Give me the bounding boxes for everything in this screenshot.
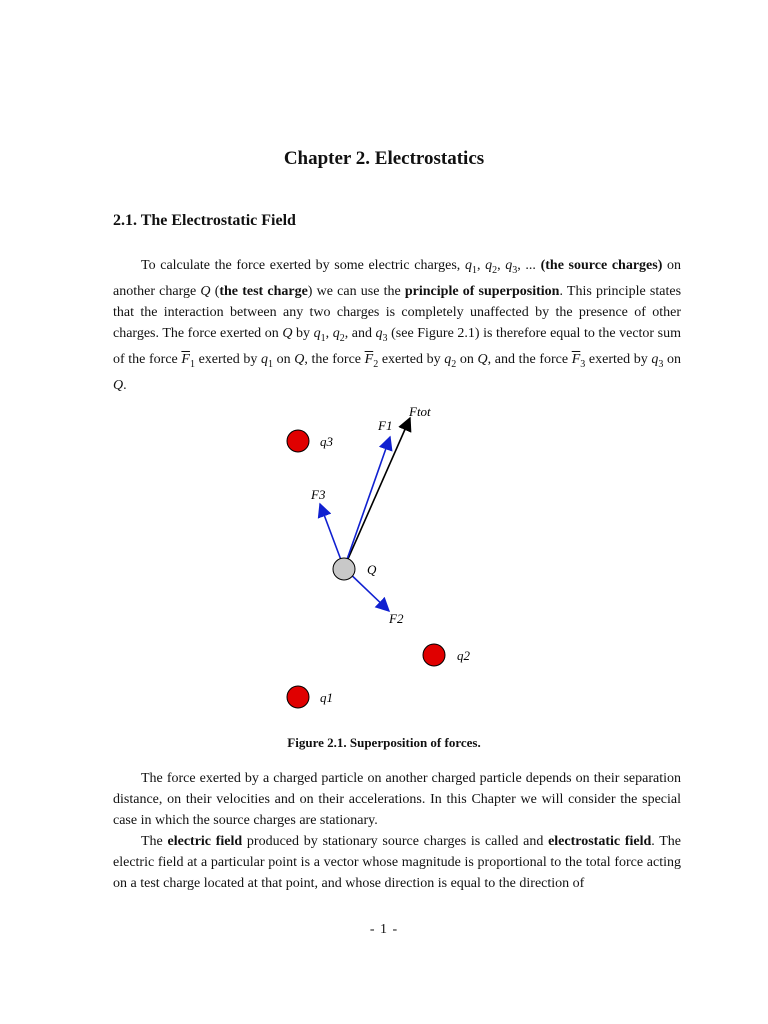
figure-caption: Figure 2.1. Superposition of forces. xyxy=(287,735,481,750)
symbol-Q: Q xyxy=(282,326,293,342)
symbol-Q: Q xyxy=(477,352,488,368)
subscript: 1 xyxy=(471,264,477,276)
text-run: (see Figure 2.1) is therefore equal to the vector sum of the force xyxy=(113,326,682,368)
source-charge-q2 xyxy=(423,644,445,666)
text-run: , ... xyxy=(517,258,541,273)
symbol-q2: q xyxy=(332,326,340,342)
subscript: 2 xyxy=(492,264,498,276)
page-number: - 1 - xyxy=(369,922,399,937)
text-run: , and the force xyxy=(487,352,572,368)
subscript: 2 xyxy=(451,359,457,371)
label-f1: F1 xyxy=(378,418,393,433)
text-run: on xyxy=(663,352,681,368)
subscript: 3 xyxy=(580,359,586,371)
subscript: 2 xyxy=(339,333,345,345)
text-run: , the force xyxy=(304,352,365,368)
text-run: To calculate the force exerted by some electric charges, xyxy=(141,258,465,273)
subscript: 3 xyxy=(658,359,664,371)
text-run: produced by stationary source charges is called and xyxy=(242,834,549,849)
term-electrostatic-field: electrostatic field xyxy=(548,834,652,849)
symbol-Q: Q xyxy=(113,378,124,394)
source-charge-q1 xyxy=(287,686,309,708)
text-run: by xyxy=(292,326,314,342)
paragraph-superposition-intro: To calculate the force exerted by some electric charges, $q_1$, $q_2$, $q_3$, ... (the source charges) on another charge Q (the test charge) we can use the principle of superposition. This principle states that the interaction between any two charges is completely unaffected by the presence of other charges. The force exerted on Q by $q_1$, $q_2$, and $q_3$ (see Figure 2.1) is therefore equal to the vector sum of the force $\overline{F}_1$ exerted by $q_1$ on Q, the force $\overline{F}_2$ exerted by $q_2$ on Q, and the force $\overline{F}_3$ exerted by $q_3$ on Q. xyxy=(113,258,682,394)
text-run: . This principle states that the interaction between any two charges is completely unaffected by the presence of other charges. The force exerted on xyxy=(113,284,682,342)
symbol-q2: q xyxy=(444,352,452,368)
term-principle-of-superposition: principle of superposition xyxy=(404,284,560,299)
label-ftot: Ftot xyxy=(409,404,431,419)
symbol-q2: q xyxy=(485,258,493,273)
label-f3: F3 xyxy=(311,487,326,502)
text-run: The xyxy=(141,834,168,849)
paragraph-force-dependence xyxy=(113,768,681,832)
text-run: . xyxy=(123,378,127,394)
symbol-F3: $\overline{F}$ xyxy=(571,352,581,368)
text-run: exerted by xyxy=(194,352,262,368)
term-test-charge: the test charge xyxy=(219,284,308,299)
test-charge-Q xyxy=(333,558,355,580)
symbol-Q: Q xyxy=(200,284,211,299)
text-run: The force exerted by a charged particle on another charged particle depends on their separation distance, on their velocities and on their accelerations. In this Chapter we will consider the special case in which the source charges are stationary. xyxy=(113,771,681,829)
label-q: Q xyxy=(367,562,377,577)
subscript: 1 xyxy=(268,359,274,371)
label-q3: q3 xyxy=(320,434,333,449)
label-f2: F2 xyxy=(389,611,404,626)
text-run: on xyxy=(273,352,295,368)
section-title: 2.1. The Electrostatic Field xyxy=(113,212,296,229)
text-run: on xyxy=(456,352,478,368)
subscript: 2 xyxy=(373,359,379,371)
subscript: 3 xyxy=(512,264,518,276)
symbol-q1: q xyxy=(261,352,269,368)
symbol-F2: $\overline{F}$ xyxy=(364,352,374,368)
superposition-figure xyxy=(0,395,768,725)
text-run: exerted by xyxy=(378,352,445,368)
symbol-q3: q xyxy=(505,258,513,273)
symbol-F1: $\overline{F}$ xyxy=(181,352,190,368)
label-q1: q1 xyxy=(320,690,333,705)
label-q2: q2 xyxy=(457,648,470,663)
text-run: on another charge xyxy=(113,258,682,299)
term-source-charges: (the source charges) xyxy=(540,258,663,273)
force-vector-f1 xyxy=(344,437,390,568)
subscript: 3 xyxy=(382,333,388,345)
subscript: 1 xyxy=(189,359,195,371)
symbol-Q: Q xyxy=(294,352,305,368)
term-electric-field: electric field xyxy=(167,834,243,849)
text-run: , and xyxy=(344,326,376,342)
symbol-q1: q xyxy=(313,326,321,342)
paragraph-electric-field xyxy=(113,831,681,895)
subscript: 1 xyxy=(320,333,326,345)
symbol-q3: q xyxy=(651,352,659,368)
text-run: ( xyxy=(210,284,220,299)
force-vector-ftot xyxy=(344,418,410,568)
text-run: ) we can use the xyxy=(307,284,405,299)
chapter-title: Chapter 2. Electrostatics xyxy=(283,148,485,169)
symbol-q3: q xyxy=(375,326,383,342)
source-charge-q3 xyxy=(287,430,309,452)
text-run: . The electric field at a particular point is a vector whose magnitude is proportional to the total force acting on a test charge located at that point, and whose direction is equal to the direction of xyxy=(113,834,682,892)
symbol-q1: q xyxy=(464,258,472,273)
text-run: exerted by xyxy=(585,352,652,368)
